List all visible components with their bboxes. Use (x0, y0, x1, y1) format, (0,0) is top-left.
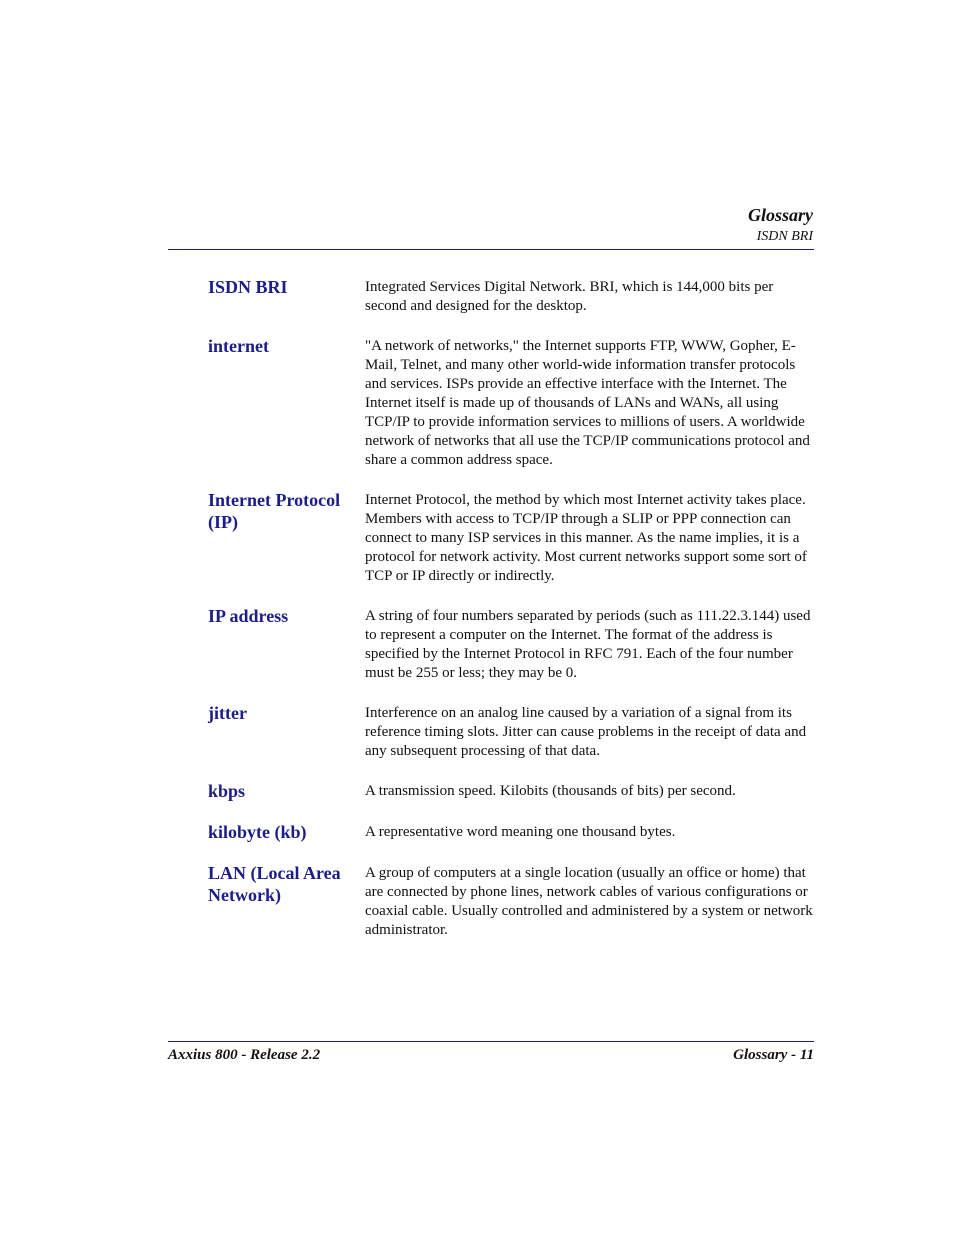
glossary-definition: A group of computers at a single location (usually an office or home) that are connected by phone lines, network cables of various configurations or coaxial cable. Usually controlled and administered by a system or network administrator. (365, 865, 813, 938)
glossary-entry-internet (208, 335, 814, 470)
glossary-term: ISDN BRI (208, 277, 288, 297)
page-footer (168, 1045, 814, 1065)
glossary-term: LAN (Local Area Network) (208, 863, 341, 905)
glossary-definition: A string of four numbers separated by periods (such as 111.22.3.144) used to represent a computer on the Internet. The format of the address is specified by the Internet Protocol in RFC 791. Each of the four number must be 255 or less; they may be 0. (365, 608, 811, 681)
header-subtitle: ISDN BRI (756, 229, 813, 244)
glossary-entry-kbps (208, 780, 814, 802)
glossary-term: Internet Protocol (IP) (208, 490, 341, 532)
glossary-entry-isdn-bri (208, 276, 814, 316)
glossary-entry-ip-address (208, 605, 814, 683)
header-rule (168, 249, 814, 250)
glossary-term: kilobyte (kb) (208, 822, 307, 842)
footer-rule (168, 1041, 814, 1042)
glossary-term: kbps (208, 781, 246, 801)
glossary-entry-internet-protocol (208, 489, 814, 586)
glossary-term: internet (208, 336, 269, 356)
glossary-definition: Integrated Services Digital Network. BRI, which is 144,000 bits per second and designed for the desktop. (365, 279, 774, 314)
page-header (748, 203, 813, 247)
glossary-term: IP address (208, 606, 289, 626)
footer-page-number: Glossary - 11 (733, 1047, 814, 1063)
glossary-definition: Internet Protocol, the method by which most Internet activity takes place. Members with access to TCP/IP through a SLIP or PPP connection can connect to many ISP services in this manner. As the name implies, it is a protocol for network activity. Most current networks support some sort of TCP or IP directly or indirectly. (365, 492, 807, 584)
glossary-entry-lan (208, 862, 814, 940)
glossary-entry-kilobyte (208, 821, 814, 843)
footer-product: Axxius 800 - Release 2.2 (168, 1047, 321, 1063)
glossary-term: jitter (208, 703, 247, 723)
glossary-entry-jitter (208, 702, 814, 761)
glossary-definition: Interference on an analog line caused by a variation of a signal from its reference timing slots. Jitter can cause problems in the receipt of data and any subsequent processing of that data. (365, 705, 807, 759)
glossary-definition: "A network of networks," the Internet supports FTP, WWW, Gopher, E-Mail, Telnet, and many other world-wide information transfer protocols and services. ISPs provide an effective interface with the Internet. The Internet itself is made up of thousands of LANs and WANs, all using TCP/IP to provide information services to millions of users. A worldwide network of networks that all use the TCP/IP communications protocol and share a common address space. (365, 338, 810, 468)
glossary-definition: A representative word meaning one thousand bytes. (365, 824, 676, 840)
header-title: Glossary (747, 205, 813, 225)
glossary-list (208, 276, 814, 959)
glossary-definition: A transmission speed. Kilobits (thousands of bits) per second. (365, 783, 736, 799)
